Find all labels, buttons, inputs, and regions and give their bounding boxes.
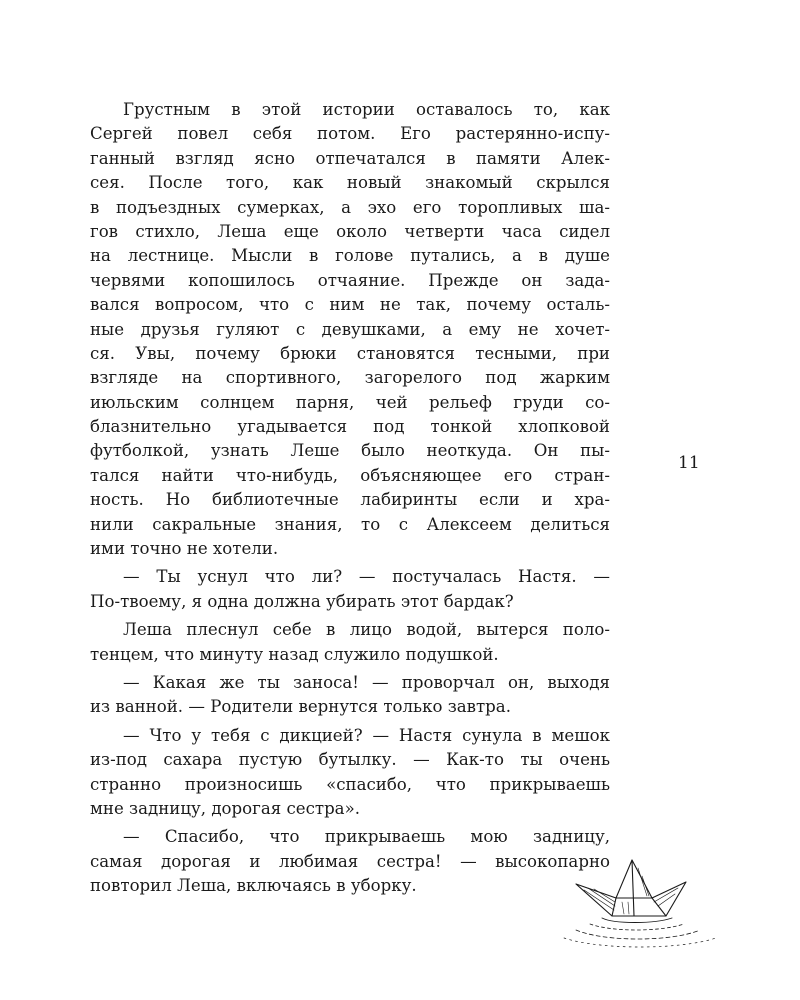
text-line: взгляде на спортивного, загорелого под жарким	[90, 368, 610, 388]
text-line: Сергей повел себя потом. Его растерянно-испу-	[90, 124, 610, 144]
text-line: — Ты уснул что ли? — постучалась Настя. —	[123, 567, 610, 587]
text-line: повторил Леша, включаясь в уборку.	[90, 876, 417, 896]
paper-boat-illustration	[554, 858, 724, 950]
text-line: Леша плеснул себе в лицо водой, вытерся поло-	[123, 620, 610, 640]
paragraph	[90, 671, 610, 720]
text-line: Грустным в этой истории оставалось то, как	[123, 100, 610, 119]
paragraph	[90, 565, 610, 614]
text-line: на лестнице. Мысли в голове путались, а в душе	[90, 246, 610, 266]
text-line: ность. Но библиотечные лабиринты если и хра-	[90, 490, 610, 510]
text-line: По-твоему, я одна должна убирать этот бардак?	[90, 591, 514, 611]
paragraph	[90, 618, 610, 667]
text-line: из-под сахара пустую бутылку. — Как-то ты очень	[90, 750, 610, 770]
text-line: ими точно не хотели.	[90, 539, 279, 559]
text-line: червями копошилось отчаяние. Прежде он зада-	[90, 270, 610, 290]
paragraph	[90, 724, 610, 822]
text-line: тенцем, что минуту назад служило подушкой.	[90, 644, 499, 664]
text-line: блазнительно угадывается под тонкой хлопковой	[90, 417, 610, 437]
text-line: футболкой, узнать Леше было неоткуда. Он пы-	[90, 441, 610, 461]
text-line: ганный взгляд ясно отпечатался в памяти Алек-	[90, 148, 610, 168]
paragraph	[90, 98, 610, 561]
body-text	[90, 98, 610, 899]
text-line: в подъездных сумерках, а эхо его торопливых ша-	[90, 197, 610, 217]
text-line: из ванной. — Родители вернутся только завтра.	[90, 697, 511, 717]
text-line: мне задницу, дорогая сестра».	[90, 798, 361, 818]
text-line: ные друзья гуляют с девушками, а ему не хочет-	[90, 319, 610, 339]
page-number: 11	[678, 453, 700, 473]
text-line: гов стихло, Леша еще около четверти часа сидел	[90, 221, 610, 241]
text-line: нили сакральные знания, то с Алексеем делиться	[90, 514, 610, 534]
text-line: странно произносишь «спасибо, что прикрываешь	[90, 774, 610, 794]
text-line: вался вопросом, что с ним не так, почему осталь-	[90, 295, 610, 315]
text-line: тался найти что-нибудь, объясняющее его стран-	[90, 465, 610, 485]
text-line: самая дорогая и любимая сестра! — высокопарно	[90, 851, 610, 871]
text-line: ся. Увы, почему брюки становятся тесными, при	[90, 343, 610, 363]
text-line: — Спасибо, что прикрываешь мою задницу,	[123, 827, 610, 847]
text-line: сея. После того, как новый знакомый скрылся	[90, 173, 610, 193]
text-line: — Что у тебя с дикцией? — Настя сунула в мешок	[123, 725, 610, 745]
text-line: — Какая же ты заноса! — проворчал он, выходя	[123, 672, 610, 692]
paragraph	[90, 825, 610, 898]
text-line: июльским солнцем парня, чей рельеф груди со-	[90, 392, 610, 412]
